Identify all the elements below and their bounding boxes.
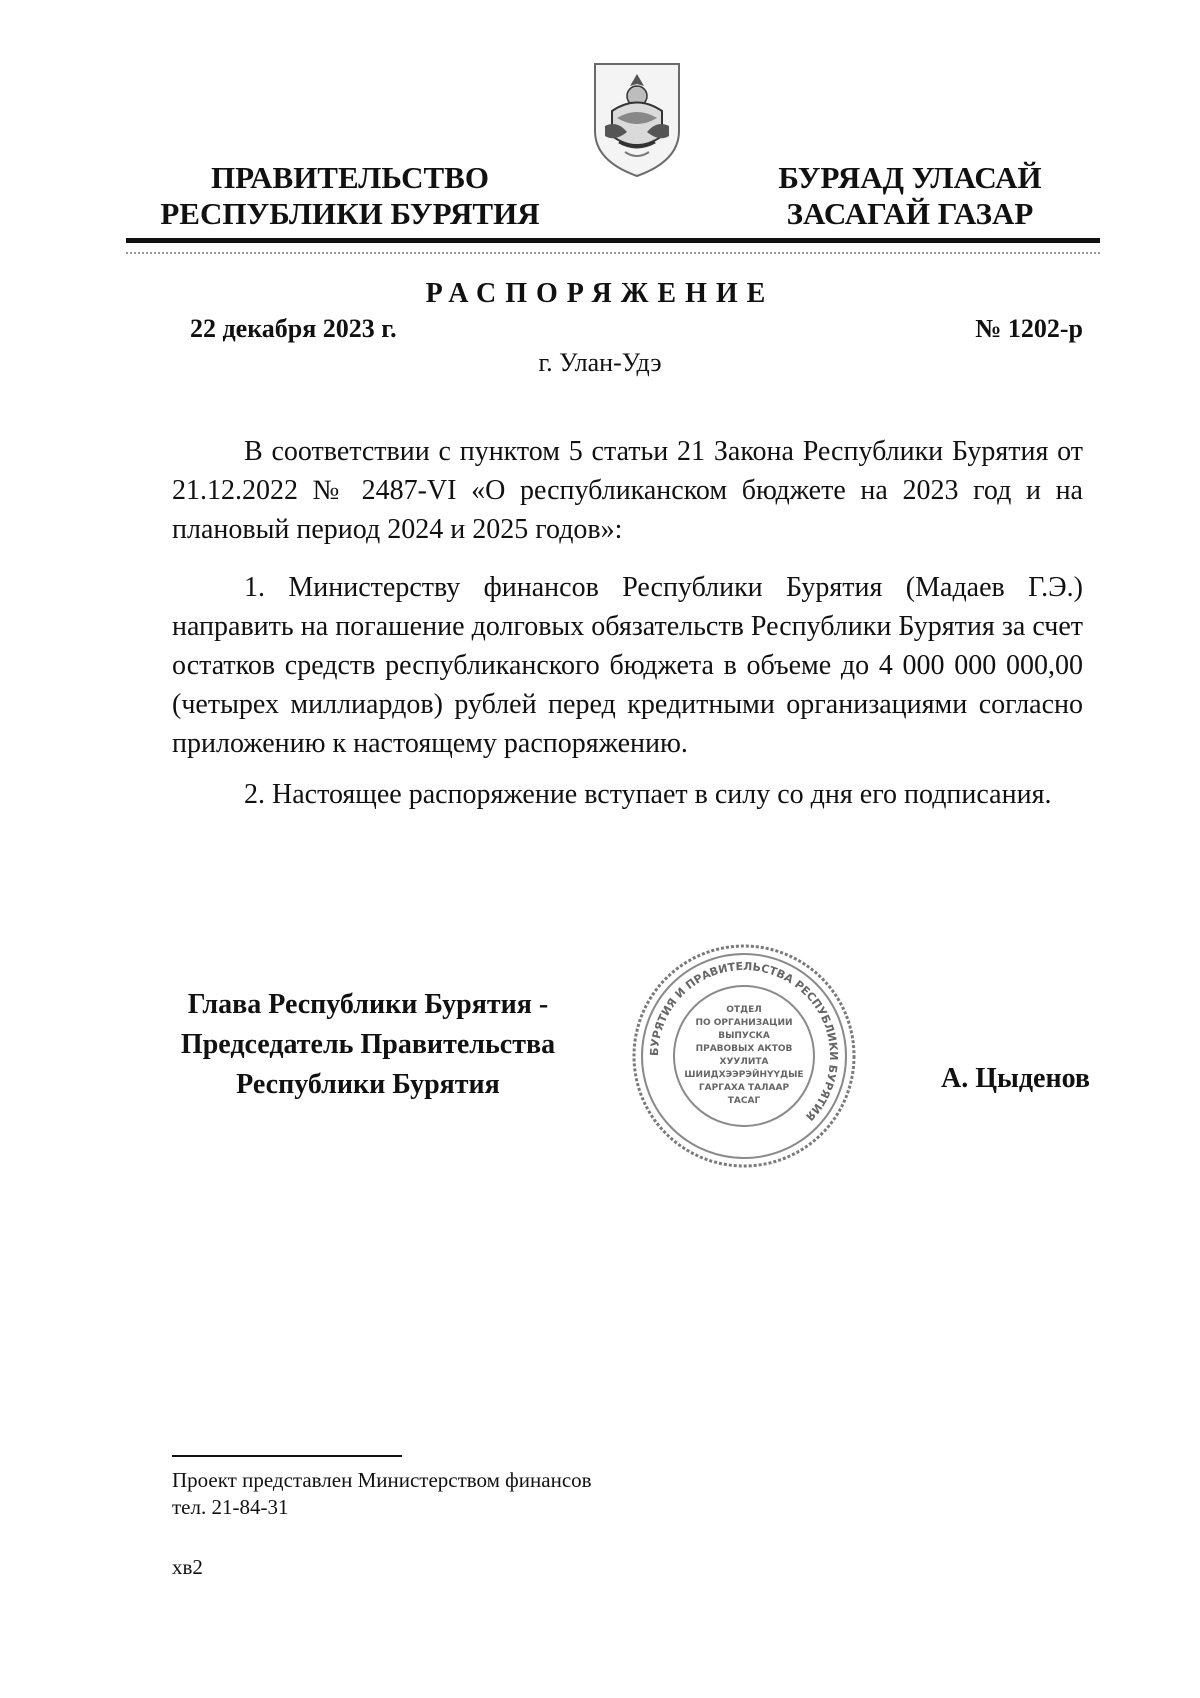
document-title: РАСПОРЯЖЕНИЕ xyxy=(425,278,775,309)
footnote-line-1: Проект представлен Министерством финансов xyxy=(172,1468,592,1492)
header-divider-thick xyxy=(126,238,1100,243)
signatory-name: А. Цыденов xyxy=(940,1063,1090,1094)
document-date: 22 декабря 2023 г. xyxy=(190,314,397,343)
seal-line-1: ОТДЕЛ xyxy=(726,1005,762,1015)
document-city: г. Улан-Удэ xyxy=(538,348,662,377)
signatory-title-line-3: Республики Бурятия xyxy=(236,1069,500,1100)
footnote-divider xyxy=(172,1455,402,1457)
coat-of-arms-icon xyxy=(587,56,687,181)
government-name-line-1: ПРАВИТЕЛЬСТВО xyxy=(211,160,489,195)
government-name-buryat-line-2: ЗАСАГАЙ ГАЗАР xyxy=(786,196,1034,231)
government-name-buryat xyxy=(765,160,1055,232)
item-2-paragraph: 2. Настоящее распоряжение вступает в силу со дня его подписания. xyxy=(244,779,1052,810)
footnote-line-2: тел. 21-84-31 xyxy=(172,1495,289,1519)
government-name-buryat-line-1: БУРЯАД УЛАСАЙ xyxy=(778,160,1042,195)
government-name-line-2: РЕСПУБЛИКИ БУРЯТИЯ xyxy=(160,196,540,231)
seal-line-3: ВЫПУСКА xyxy=(718,1031,770,1041)
document-number: № 1202-р xyxy=(975,314,1083,343)
footnote xyxy=(172,1467,772,1521)
government-name-russian xyxy=(150,160,550,232)
official-seal-icon xyxy=(628,940,860,1172)
seal-line-6: ШИИДХЭЭРЭЙНҮҮДЫЕ xyxy=(684,1070,804,1080)
signatory-title-line-2: Председатель Правительства xyxy=(180,1029,556,1060)
item-1-paragraph: 1. Министерству финансов Республики Бурятия (Мадаев Г.Э.) направить на погашение долговых обязательств Республики Бурятия за счет остатков средств республиканского бюджета в объеме до 4 000 000 000,00 (четырех миллиардов) рублей перед кредитными организациями согласно приложению к настоящему распоряжению. xyxy=(172,572,1083,759)
seal-line-5: ХУУЛИТА xyxy=(719,1057,769,1067)
header-divider-thin xyxy=(126,252,1100,254)
preamble-paragraph: В соответствии с пунктом 5 статьи 21 Закона Республики Бурятия от 21.12.2022 № 2487-VI «О республиканском бюджете на 2023 год и на плановый период 2024 и 2025 годов»: xyxy=(172,436,1083,545)
seal-outer-text: БУРЯТИЯ И ПРАВИТЕЛЬСТВА РЕСПУБЛИКИ БУРЯТИЯ xyxy=(647,959,841,1124)
seal-line-4: ПРАВОВЫХ АКТОВ xyxy=(695,1044,793,1054)
seal-line-7: ГАРГАХА ТАЛААР xyxy=(698,1083,790,1093)
signatory-title xyxy=(168,985,568,1105)
document-code: хв2 xyxy=(172,1555,203,1579)
seal-line-8: ТАСАГ xyxy=(727,1096,761,1106)
seal-line-2: ПО ОРГАНИЗАЦИИ xyxy=(695,1018,793,1028)
signatory-title-line-1: Глава Республики Бурятия - xyxy=(187,989,549,1020)
